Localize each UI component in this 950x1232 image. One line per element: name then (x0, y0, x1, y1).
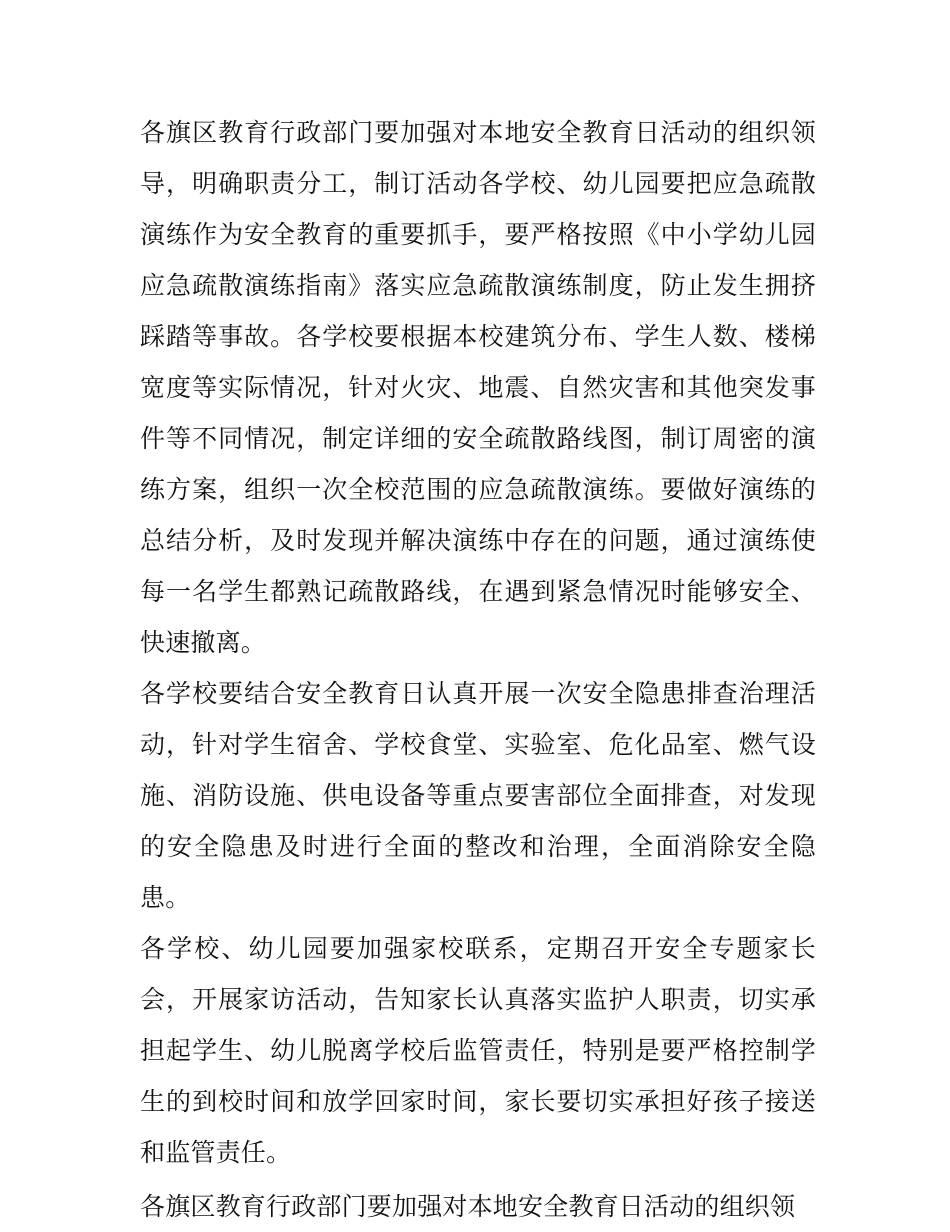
paragraph-continued: 各旗区教育行政部门要加强对本地安全教育日活动的组织领 (140, 1192, 796, 1221)
paragraph-hazard-inspection: 各学校要结合安全教育日认真开展一次安全隐患排查治理活动，针对学生宿舍、学校食堂、实验室、危化品室、燃气设施、消防设施、供电设备等重点要害部位全面排查，对发现的安全隐患及时进行全面的整改和治理，全面消除安全隐患。 (140, 679, 816, 912)
paragraph-evacuation-drill: 各旗区教育行政部门要加强对本地安全教育日活动的组织领导，明确职责分工，制订活动各学校、幼儿园要把应急疏散演练作为安全教育的重要抓手，要严格按照《中小学幼儿园应急疏散演练指南》落实应急疏散演练制度，防止发生拥挤踩踏等事故。各学校要根据本校建筑分布、学生人数、楼梯宽度等实际情况，针对火灾、地震、自然灾害和其他突发事件等不同情况，制定详细的安全疏散路线图，制订周密的演练方案，组织一次全校范围的应急疏散演练。要做好演练的总结分析，及时发现并解决演练中存在的问题，通过演练使每一名学生都熟记疏散路线，在遇到紧急情况时能够安全、快速撤离。 (140, 118, 816, 657)
document-body (140, 107, 816, 1232)
paragraph-home-school-contact: 各学校、幼儿园要加强家校联系，定期召开安全专题家长会，开展家访活动，告知家长认真落实监护人职责，切实承担起学生、幼儿脱离学校后监管责任，特别是要严格控制学生的到校时间和放学回家时间，家长要切实承担好孩子接送和监管责任。 (140, 934, 816, 1167)
